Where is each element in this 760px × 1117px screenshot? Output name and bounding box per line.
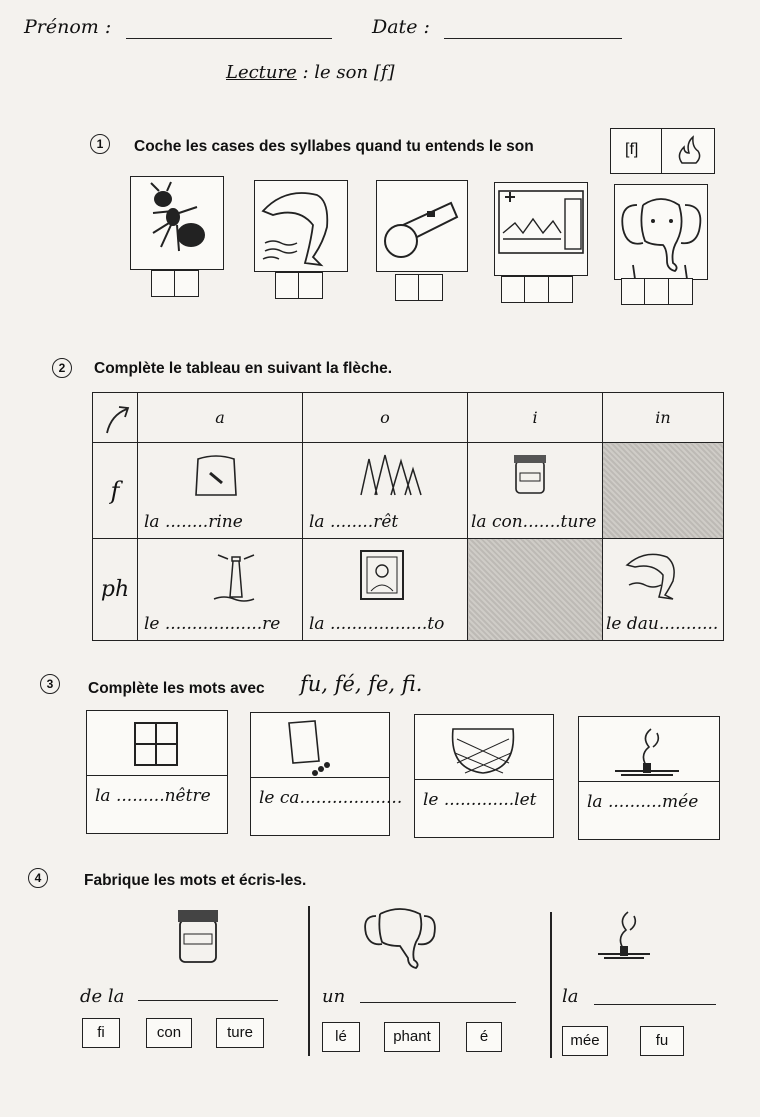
dolphin-small-icon [623, 545, 693, 601]
date-field[interactable] [444, 38, 622, 39]
fire-icon [662, 129, 714, 173]
date-label: Date : [372, 16, 430, 38]
tile-e[interactable]: é [466, 1022, 502, 1052]
exercise-number-4: 4 [28, 868, 48, 888]
row-label-f: f [93, 443, 138, 539]
coffee-bag-icon [281, 717, 331, 777]
checkboxes-ant[interactable] [152, 270, 199, 297]
cell-text-foret[interactable]: la ........rêt [309, 512, 399, 532]
answer-line-2[interactable] [360, 1002, 516, 1003]
syllable-table [92, 392, 724, 641]
column-header-in: in [603, 393, 724, 443]
prenom-label: Prénom : [24, 16, 112, 38]
column-header-o: o [303, 393, 468, 443]
picture-smoke [579, 717, 719, 782]
picture-elephant [614, 184, 708, 280]
column-header-i: i [468, 393, 603, 443]
dolphin-icon [255, 181, 347, 271]
prefix-la: la [562, 986, 579, 1007]
forest-icon [353, 449, 423, 501]
answer-line-1[interactable] [138, 1000, 278, 1001]
cell-text-phare[interactable]: le ..................re [144, 614, 281, 634]
cell-text-farine[interactable]: la ........rine [144, 512, 243, 532]
answer-line-3[interactable] [594, 1004, 716, 1005]
tile-con[interactable]: con [146, 1018, 192, 1048]
lighthouse-icon [210, 547, 260, 603]
smoke-small-icon [594, 906, 654, 962]
tile-fi[interactable]: fi [82, 1018, 120, 1048]
title-lecture: Lecture [226, 62, 297, 83]
exercise-4-instruction: Fabrique les mots et écris-les. [84, 872, 307, 889]
elephant-icon [615, 185, 707, 279]
jam-jar-large-icon [174, 906, 222, 966]
cell-jam [468, 443, 603, 539]
sound-label: [f] [625, 141, 639, 158]
prefix-de-la: de la [80, 986, 125, 1007]
cell-dolphin [603, 539, 724, 641]
picture-pharmacy [494, 182, 588, 276]
cell-flour [138, 443, 303, 539]
prefix-un: un [322, 986, 346, 1007]
cell-lighthouse [138, 539, 303, 641]
exercise-2-instruction: Complète le tableau en suivant la flèche. [94, 360, 393, 377]
exercise-number-1: 1 [90, 134, 110, 154]
photo-frame-icon [357, 547, 407, 603]
arrow-corner [93, 393, 138, 443]
cell-text-dauphin[interactable]: le dau........... [606, 614, 719, 634]
word-fumee[interactable]: la ..........mée [587, 792, 699, 812]
cell-text-photo[interactable]: la ..................to [309, 614, 445, 634]
tile-fu[interactable]: fu [640, 1026, 684, 1056]
cell-forest [303, 443, 468, 539]
net-bag-icon [443, 719, 523, 777]
cell-text-confiture[interactable]: la con.......ture [471, 512, 597, 532]
pharmacy-icon [495, 183, 587, 275]
word-box-fumee [578, 716, 720, 840]
tile-phant[interactable]: phant [384, 1022, 440, 1052]
word-filet[interactable]: le .............let [423, 790, 537, 810]
exercise-1-instruction: Coche les cases des syllabes quand tu entends le son [134, 138, 534, 155]
tile-ture[interactable]: ture [216, 1018, 264, 1048]
tile-le[interactable]: lé [322, 1022, 360, 1052]
word-box-cafe [250, 712, 403, 836]
checkboxes-whistle[interactable] [396, 274, 443, 301]
checkboxes-pharmacy[interactable] [502, 276, 573, 303]
sound-box [610, 128, 664, 174]
cell-shaded-f-in [603, 443, 724, 539]
word-box-filet [414, 714, 554, 838]
elephant-small-icon [360, 902, 440, 972]
word-box-fenetre [86, 710, 228, 834]
separator-2 [550, 912, 552, 1058]
title-subject: : le son [f] [302, 62, 395, 83]
picture-window [87, 711, 227, 776]
tile-mee[interactable]: mée [562, 1026, 608, 1056]
word-cafe[interactable]: le ca................... [259, 788, 403, 808]
cell-shaded-ph-i [468, 539, 603, 641]
page-title [226, 62, 395, 83]
jam-jar-icon [510, 451, 550, 497]
exercise-number-2: 2 [52, 358, 72, 378]
arrow-icon [93, 395, 137, 441]
exercise-3-instruction: Complète les mots avec [88, 680, 265, 697]
picture-coffee [251, 713, 389, 778]
column-header-a: a [138, 393, 303, 443]
picture-whistle [376, 180, 468, 272]
syllables-list: fu, fé, fe, fi. [300, 672, 423, 696]
checkboxes-dolphin[interactable] [276, 272, 323, 299]
window-icon [131, 719, 181, 769]
cell-photo [303, 539, 468, 641]
separator-1 [308, 906, 310, 1056]
sound-image [661, 128, 715, 174]
prenom-field[interactable] [126, 38, 332, 39]
smoke-icon [607, 721, 687, 779]
ant-icon [131, 177, 223, 269]
whistle-icon [377, 181, 467, 271]
word-fenetre[interactable]: la .........nêtre [95, 786, 211, 806]
picture-ant [130, 176, 224, 270]
picture-net [415, 715, 553, 780]
checkboxes-elephant[interactable] [622, 278, 693, 305]
picture-dolphin [254, 180, 348, 272]
row-label-ph: ph [93, 539, 138, 641]
flour-bag-icon [186, 451, 246, 501]
exercise-number-3: 3 [40, 674, 60, 694]
